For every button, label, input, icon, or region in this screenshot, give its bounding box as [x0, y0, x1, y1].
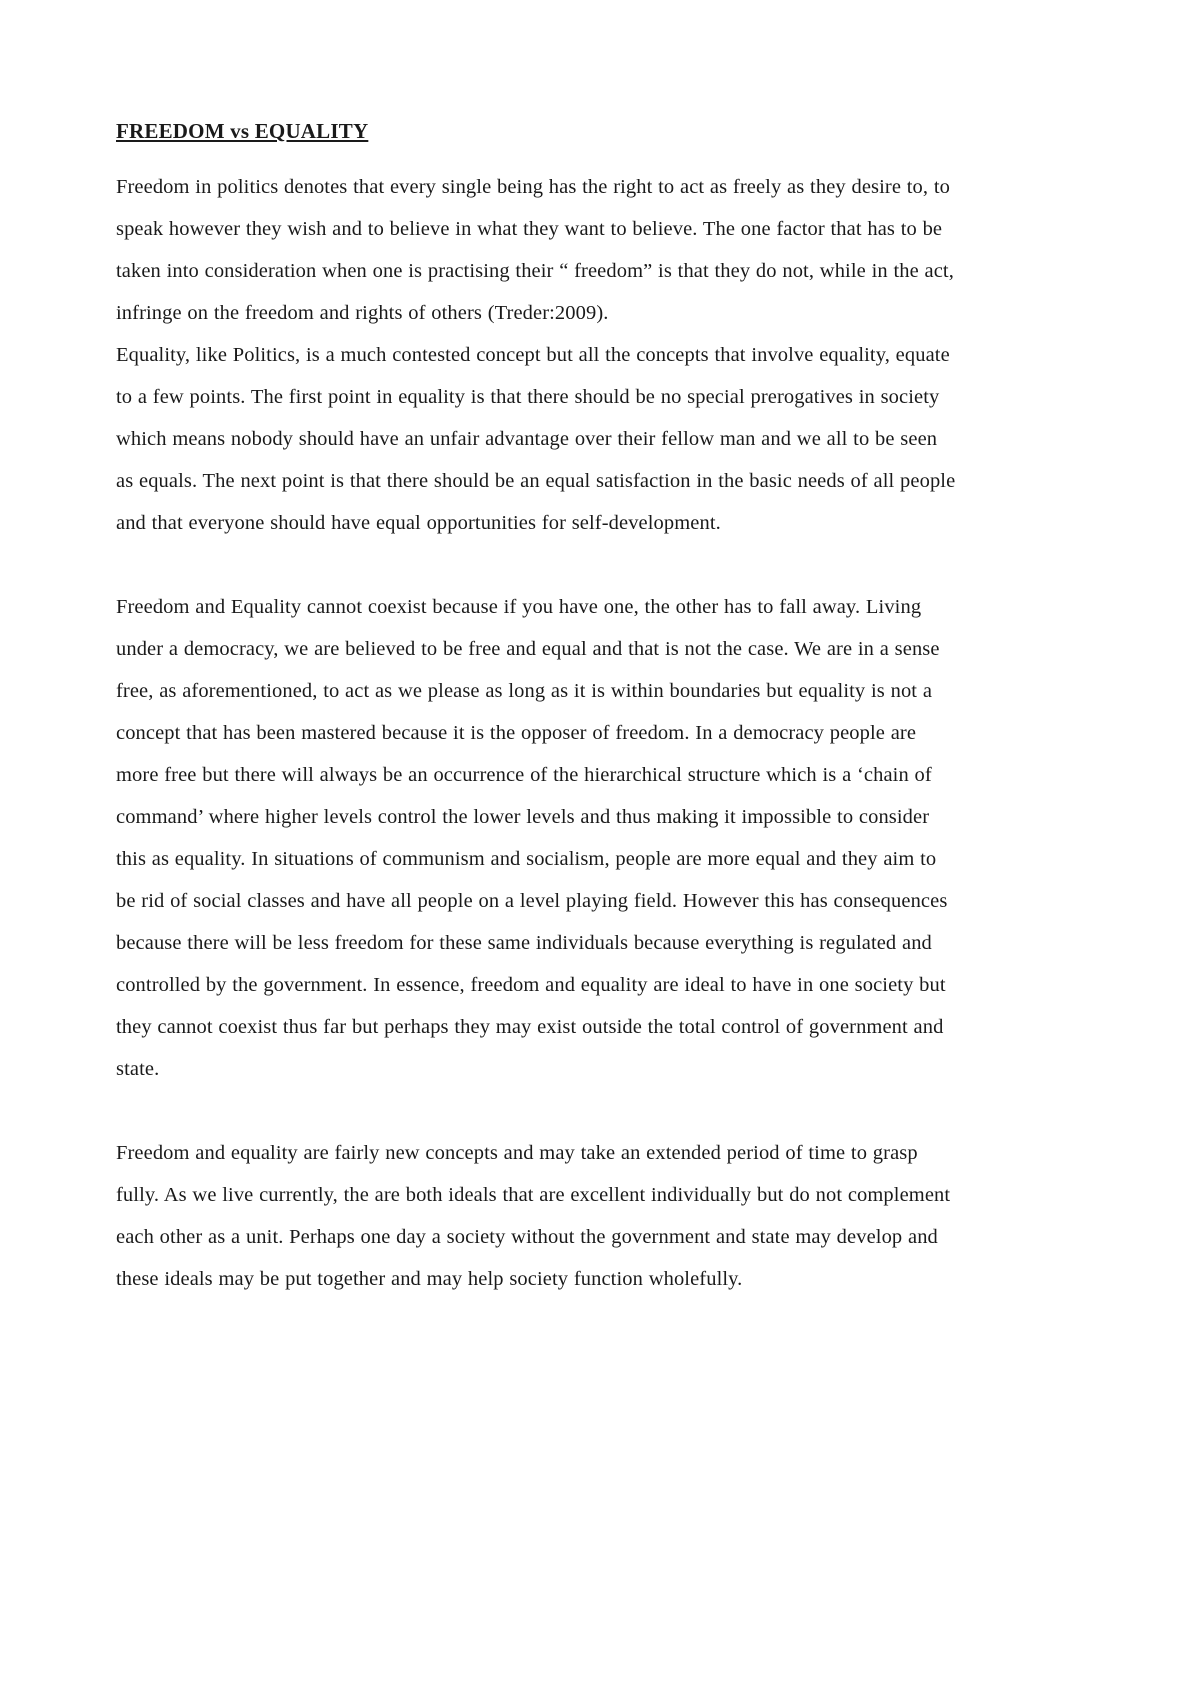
text-line: this as equality. In situations of communism and socialism, people are more equal and they aim to — [116, 848, 937, 870]
paragraph-spacer — [116, 544, 1096, 586]
text-line: command’ where higher levels control the lower levels and thus making it impossible to consider — [116, 806, 930, 828]
text-line: they cannot coexist thus far but perhaps they may exist outside the total control of government and — [116, 1016, 944, 1038]
text-line: taken into consideration when one is practising their “ freedom” is that they do not, while in the act, — [116, 260, 954, 282]
text-line: because there will be less freedom for these same individuals because everything is regulated and — [116, 932, 932, 954]
text-line: these ideals may be put together and may help society function wholefully. — [116, 1268, 743, 1290]
text-line: fully. As we live currently, the are both ideals that are excellent individually but do not complement — [116, 1184, 951, 1206]
text-line: Freedom and Equality cannot coexist because if you have one, the other has to fall away. Living — [116, 596, 922, 618]
text-line: under a democracy, we are believed to be free and equal and that is not the case. We are in a sense — [116, 638, 940, 660]
text-line: concept that has been mastered because it is the opposer of freedom. In a democracy people are — [116, 722, 917, 744]
text-line: free, as aforementioned, to act as we please as long as it is within boundaries but equality is not a — [116, 680, 933, 702]
paragraph-coexistence-argument — [116, 586, 1096, 1090]
text-line: which means nobody should have an unfair advantage over their fellow man and we all to be seen — [116, 428, 938, 450]
text-line: each other as a unit. Perhaps one day a society without the government and state may develop and — [116, 1226, 938, 1248]
paragraph-freedom-definition — [116, 166, 1096, 334]
text-line: speak however they wish and to believe in what they want to believe. The one factor that has to be — [116, 218, 943, 240]
paragraph-spacer — [116, 1090, 1096, 1132]
text-line: more free but there will always be an occurrence of the hierarchical structure which is a ‘chain of — [116, 764, 932, 786]
text-line: state. — [116, 1058, 160, 1080]
text-line: as equals. The next point is that there should be an equal satisfaction in the basic needs of all people — [116, 470, 956, 492]
document-body — [116, 112, 1096, 1300]
paragraph-conclusion — [116, 1132, 1096, 1300]
text-line: Equality, like Politics, is a much contested concept but all the concepts that involve equality, equate — [116, 344, 950, 366]
text-line: infringe on the freedom and rights of others (Treder:2009). — [116, 302, 609, 324]
text-line: Freedom and equality are fairly new concepts and may take an extended period of time to grasp — [116, 1142, 918, 1164]
text-line: Freedom in politics denotes that every single being has the right to act as freely as they desire to, to — [116, 176, 950, 198]
text-line: be rid of social classes and have all people on a level playing field. However this has consequences — [116, 890, 948, 912]
text-line: and that everyone should have equal opportunities for self-development. — [116, 512, 721, 534]
text-line: to a few points. The first point in equality is that there should be no special prerogatives in society — [116, 386, 940, 408]
paragraph-equality-definition — [116, 334, 1096, 544]
text-line: controlled by the government. In essence, freedom and equality are ideal to have in one society but — [116, 974, 946, 996]
document-title: FREEDOM vs EQUALITY — [116, 119, 369, 143]
